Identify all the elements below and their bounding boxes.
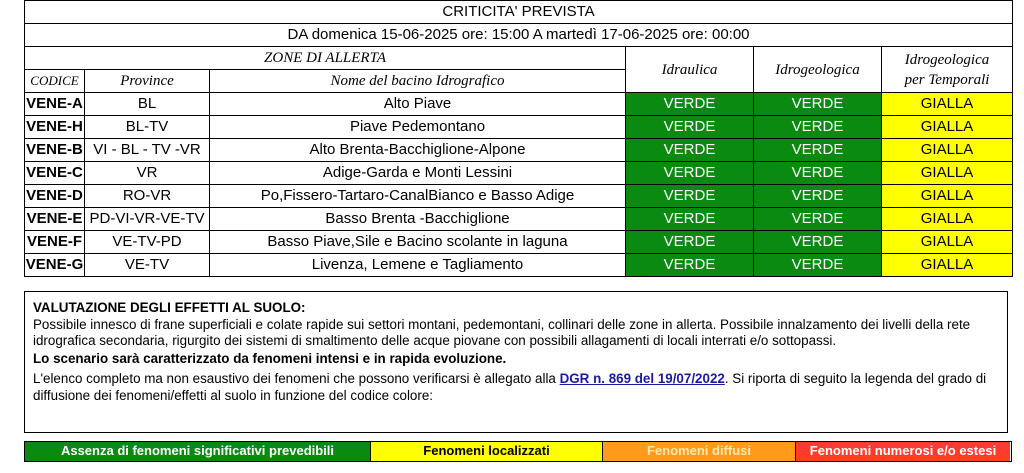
table-row (25, 162, 1013, 185)
criticality-sheet (24, 0, 1012, 277)
zone-bacino: Livenza, Lemene e Tagliamento (210, 254, 626, 277)
zone-code: VENE-D (25, 185, 85, 208)
level-temporali: GIALLA (882, 231, 1013, 254)
zone-code: VENE-H (25, 116, 85, 139)
level-idrogeologica: VERDE (754, 93, 882, 116)
table-row (25, 208, 1013, 231)
col-header-codice: CODICE (25, 70, 85, 93)
level-idrogeologica: VERDE (754, 162, 882, 185)
zone-province: BL (85, 93, 210, 116)
zone-province: RO-VR (85, 185, 210, 208)
table-row (25, 185, 1013, 208)
zone-bacino: Basso Brenta -Bacchiglione (210, 208, 626, 231)
effects-list-note (33, 371, 1001, 404)
zone-bacino: Adige-Garda e Monti Lessini (210, 162, 626, 185)
level-idraulica: VERDE (626, 254, 754, 277)
effects-scenario: Lo scenario sarà caratterizzato da fenomeni intensi e in rapida evoluzione. (33, 350, 507, 366)
level-idrogeologica: VERDE (754, 116, 882, 139)
col-header-idraulica: Idraulica (626, 47, 754, 93)
level-temporali: GIALLA (882, 208, 1013, 231)
zone-bacino: Po,Fissero-Tartaro-CanalBianco e Basso Adige (210, 185, 626, 208)
zone-code: VENE-F (25, 231, 85, 254)
criticality-table (24, 0, 1013, 277)
level-idraulica: VERDE (626, 185, 754, 208)
level-temporali: GIALLA (882, 116, 1013, 139)
table-row (25, 254, 1013, 277)
zone-bacino: Alto Brenta-Bacchiglione-Alpone (210, 139, 626, 162)
validity-period: DA domenica 15-06-2025 ore: 15:00 A martedì 17-06-2025 ore: 00:00 (25, 24, 1013, 47)
level-temporali: GIALLA (882, 139, 1013, 162)
legend-red: Fenomeni numerosi e/o estesi (796, 442, 1010, 461)
level-idraulica: VERDE (626, 162, 754, 185)
zone-code: VENE-B (25, 139, 85, 162)
level-temporali: GIALLA (882, 185, 1013, 208)
zone-province: VI - BL - TV -VR (85, 139, 210, 162)
table-title: CRITICITA' PREVISTA (25, 1, 1013, 24)
zone-province: VE-TV-PD (85, 231, 210, 254)
col-header-temporali-line2: per Temporali (904, 71, 990, 88)
zone-province: PD-VI-VR-VE-TV (85, 208, 210, 231)
level-idraulica: VERDE (626, 139, 754, 162)
effects-body: Possibile innesco di frane superficiali e colate rapide sui settori montani, pedemontani, collinari delle zone in allerta. Possibile innalzamento dei livelli della rete idrografica secondaria, rigurgito dei sistemi di smaltimento delle acque piovane con possibili allagamenti di locali interrati e/o sottopassi. (33, 316, 971, 349)
col-header-temporali-line1: Idrogeologica (904, 51, 990, 68)
zone-bacino: Basso Piave,Sile e Bacino scolante in laguna (210, 231, 626, 254)
zone-bacino: Piave Pedemontano (210, 116, 626, 139)
level-idrogeologica: VERDE (754, 185, 882, 208)
zone-code: VENE-G (25, 254, 85, 277)
zone-code: VENE-A (25, 93, 85, 116)
level-temporali: GIALLA (882, 162, 1013, 185)
dgr-link[interactable]: DGR n. 869 del 19/07/2022 (559, 371, 725, 387)
color-legend (24, 441, 1012, 462)
list-note-after: . Si riporta di seguito la legenda del grado di diffusione dei fenomeni/effetti al suolo in funzione del codice colore: (33, 371, 987, 403)
zone-code: VENE-E (25, 208, 85, 231)
level-idraulica: VERDE (626, 116, 754, 139)
level-idraulica: VERDE (626, 231, 754, 254)
table-row (25, 93, 1013, 116)
level-idraulica: VERDE (626, 208, 754, 231)
zone-province: VR (85, 162, 210, 185)
effects-box (24, 291, 1008, 433)
level-idrogeologica: VERDE (754, 254, 882, 277)
legend-orange: Fenomeni diffusi (603, 442, 796, 461)
table-row (25, 231, 1013, 254)
table-row (25, 116, 1013, 139)
col-header-idrogeologica: Idrogeologica (754, 47, 882, 93)
col-header-province: Province (85, 70, 210, 93)
col-header-bacino: Nome del bacino Idrografico (210, 70, 626, 93)
level-idrogeologica: VERDE (754, 231, 882, 254)
level-idrogeologica: VERDE (754, 139, 882, 162)
table-row (25, 139, 1013, 162)
table-body (25, 93, 1013, 277)
effects-heading: VALUTAZIONE DEGLI EFFETTI AL SUOLO: (33, 300, 306, 315)
level-idrogeologica: VERDE (754, 208, 882, 231)
level-idraulica: VERDE (626, 93, 754, 116)
zone-header: ZONE DI ALLERTA (25, 47, 626, 70)
legend-green: Assenza di fenomeni significativi prevedibili (25, 442, 371, 461)
col-header-temporali (882, 47, 1013, 93)
zone-province: VE-TV (85, 254, 210, 277)
level-temporali: GIALLA (882, 93, 1013, 116)
zone-code: VENE-C (25, 162, 85, 185)
level-temporali: GIALLA (882, 254, 1013, 277)
list-note-before: L'elenco completo ma non esaustivo dei fenomeni che possono verificarsi è allegato alla (33, 371, 560, 387)
legend-yellow: Fenomeni localizzati (371, 442, 603, 461)
zone-bacino: Alto Piave (210, 93, 626, 116)
zone-province: BL-TV (85, 116, 210, 139)
